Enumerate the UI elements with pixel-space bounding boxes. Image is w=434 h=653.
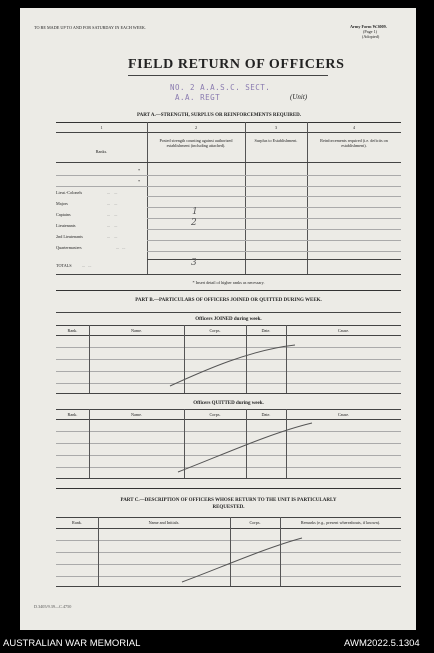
quitted-col-cause: Cause. bbox=[337, 412, 350, 417]
total-posted: 3 bbox=[191, 258, 197, 268]
rank-majors: Majors bbox=[56, 201, 68, 206]
part-c-cancel-stroke bbox=[20, 8, 416, 630]
form-page bbox=[20, 8, 416, 630]
col-number-4: 4 bbox=[352, 125, 356, 130]
part-c-heading-line1: PART C.—DESCRIPTION OF OFFICERS WHOSE RETURN TO THE UNIT IS PARTICULARLY bbox=[120, 498, 337, 503]
rank-lieutenants: Lieutenants bbox=[56, 223, 76, 228]
leader-dots: ... ... bbox=[107, 234, 118, 239]
part-c-col-corps: Corps. bbox=[249, 520, 261, 525]
leader-dots: ... ... bbox=[107, 212, 118, 217]
part-c-col-rank: Rank. bbox=[72, 520, 82, 525]
joined-col-name: Name. bbox=[130, 328, 143, 333]
adopted-note: (Adopted) bbox=[362, 34, 380, 39]
part-c-heading-line2: REQUESTED. bbox=[212, 505, 245, 510]
joined-col-cause: Cause. bbox=[337, 328, 350, 333]
unit-stamp-line1: NO. 2 A.A.S.C. SECT. bbox=[170, 83, 271, 92]
joined-col-date: Date. bbox=[261, 328, 271, 333]
page-number: (Page 1) bbox=[363, 29, 378, 34]
quitted-col-rank: Rank. bbox=[67, 412, 78, 417]
unit-stamp-line2: A.A. REGT bbox=[175, 93, 221, 102]
unit-label: (Unit) bbox=[290, 93, 308, 101]
footer-credit: AUSTRALIAN WAR MEMORIAL bbox=[3, 638, 141, 649]
asterisk-2: * bbox=[138, 179, 141, 184]
leader-dots: ... ... bbox=[82, 263, 92, 268]
part-c-col-name: Name and Initials. bbox=[148, 520, 180, 525]
header-reinforcements: Reinforcements required (i.e. deficits on establishment). bbox=[320, 138, 388, 148]
form-title: FIELD RETURN OF OFFICERS bbox=[128, 57, 345, 72]
col-number-3: 3 bbox=[274, 125, 278, 130]
footer-accession: AWM2022.5.1304 bbox=[344, 638, 420, 649]
col-number-1: 1 bbox=[100, 125, 103, 130]
part-c-col-remarks: Remarks (e.g., present whereabouts, if known). bbox=[300, 520, 381, 525]
quitted-col-corps: Corps. bbox=[209, 412, 221, 417]
leader-dots: ... ... bbox=[116, 245, 126, 250]
totals-label: TOTALS bbox=[56, 263, 72, 268]
leader-dots: ... ... bbox=[107, 223, 118, 228]
joined-col-rank: Rank. bbox=[67, 328, 78, 333]
rank-2nd-lieutenants: 2nd Lieutenants bbox=[56, 234, 83, 239]
part-b-heading: PART B.—PARTICULARS OF OFFICERS JOINED OR QUITTED DURING WEEK. bbox=[135, 298, 322, 303]
rank-captains: Captains bbox=[56, 212, 71, 217]
quitted-col-name: Name. bbox=[130, 412, 143, 417]
rank-quartermasters: Quartermasters bbox=[56, 245, 82, 250]
rank-lieut-colonels: Lieut.-Colonels bbox=[56, 190, 83, 195]
header-surplus: Surplus to Establishment. bbox=[254, 138, 298, 143]
top-note: TO BE MADE UP TO AND FOR SATURDAY IN EACH WEEK. bbox=[34, 25, 146, 30]
leader-dots: ... ... bbox=[107, 190, 118, 195]
header-posted: Posted strength counting against authorized establishment (including attached). bbox=[159, 138, 233, 148]
joined-col-corps: Corps. bbox=[209, 328, 221, 333]
quitted-col-date: Date. bbox=[261, 412, 271, 417]
part-a-footnote: * Insert detail of higher ranks as necessary. bbox=[192, 280, 265, 285]
header-ranks: Ranks. bbox=[95, 149, 108, 154]
quitted-title: Officers QUITTED during week. bbox=[193, 401, 264, 406]
col-number-2: 2 bbox=[194, 125, 198, 130]
asterisk-1: * bbox=[138, 168, 141, 173]
leader-dots: ... ... bbox=[107, 201, 118, 206]
part-a-heading: PART A.—STRENGTH, SURPLUS OR REINFORCEMENTS REQUIRED. bbox=[136, 113, 302, 118]
form-number: Army Form W.3009. bbox=[350, 24, 387, 29]
posted-lieutenants: 2 bbox=[191, 218, 197, 228]
posted-captains: 1 bbox=[192, 207, 198, 217]
print-code: D.3405/9.39—C.4750 bbox=[34, 604, 72, 609]
joined-title: Officers JOINED during week. bbox=[195, 317, 262, 322]
